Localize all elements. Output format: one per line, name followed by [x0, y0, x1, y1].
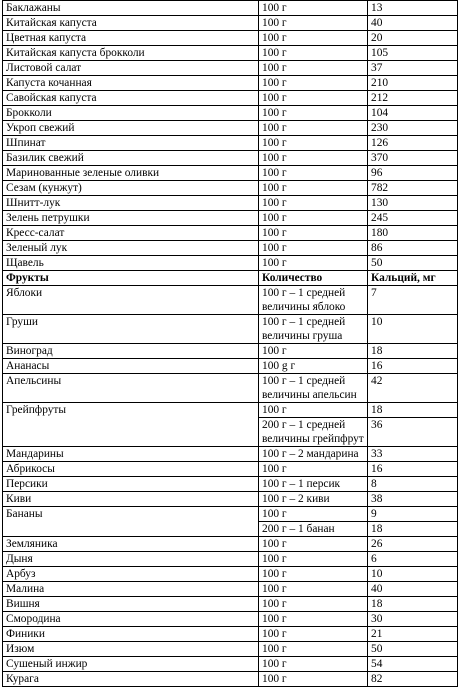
table-row — [3, 567, 458, 582]
quantity-cell: 100 г — [259, 196, 368, 211]
quantity-cell: 100 г — [259, 642, 368, 657]
product-name: Изюм — [3, 642, 259, 657]
product-name: Базилик свежий — [3, 151, 259, 166]
quantity-cell: 100 г – 1 средней величины груша — [259, 315, 368, 344]
quantity-cell: 100 г — [259, 61, 368, 76]
calcium-cell: 82 — [368, 672, 458, 687]
product-name: Зеленый лук — [3, 241, 259, 256]
quantity-cell: 100 г — [259, 211, 368, 226]
table-row — [3, 46, 458, 61]
product-name: Дыня — [3, 552, 259, 567]
quantity-cell: 100 г — [259, 567, 368, 582]
product-name: Листовой салат — [3, 61, 259, 76]
product-name: Малина — [3, 582, 259, 597]
calcium-cell: 8 — [368, 477, 458, 492]
product-name: Киви — [3, 492, 259, 507]
product-name: Персики — [3, 477, 259, 492]
table-row — [3, 582, 458, 597]
calcium-cell: 37 — [368, 61, 458, 76]
table-row — [3, 76, 458, 91]
quantity-cell: 100 г — [259, 582, 368, 597]
product-name: Виноград — [3, 344, 259, 359]
table-row — [3, 374, 458, 403]
calcium-cell: 18 — [368, 403, 458, 418]
table-row — [3, 181, 458, 196]
quantity-cell: 100 г – 1 средней величины яблоко — [259, 286, 368, 315]
product-name: Укроп свежий — [3, 121, 259, 136]
product-name: Китайская капуста — [3, 16, 259, 31]
table-row — [3, 627, 458, 642]
quantity-cell: 100 г — [259, 241, 368, 256]
calcium-cell: 40 — [368, 582, 458, 597]
table-row — [3, 91, 458, 106]
calcium-cell: 18 — [368, 344, 458, 359]
table-row — [3, 477, 458, 492]
quantity-cell: 100 г — [259, 403, 368, 418]
calcium-cell: 30 — [368, 612, 458, 627]
product-name: Шпинат — [3, 136, 259, 151]
quantity-cell: 100 г — [259, 612, 368, 627]
table-row — [3, 61, 458, 76]
calcium-cell: 782 — [368, 181, 458, 196]
table-row — [3, 462, 458, 477]
quantity-cell: 100 г — [259, 552, 368, 567]
quantity-cell: 100 г – 2 мандарина — [259, 447, 368, 462]
product-name: Абрикосы — [3, 462, 259, 477]
calcium-cell: 16 — [368, 462, 458, 477]
calcium-cell: 50 — [368, 256, 458, 271]
calcium-table — [2, 0, 458, 687]
calcium-cell: 18 — [368, 522, 458, 537]
table-row — [3, 672, 458, 687]
table-row — [3, 447, 458, 462]
product-name: Шнитт-лук — [3, 196, 259, 211]
quantity-cell: 100 г — [259, 672, 368, 687]
quantity-cell: 100 г — [259, 507, 368, 522]
quantity-cell: 200 г – 1 банан — [259, 522, 368, 537]
quantity-cell: 100 г — [259, 344, 368, 359]
calcium-cell: 104 — [368, 106, 458, 121]
calcium-cell: 38 — [368, 492, 458, 507]
quantity-cell: 100 г — [259, 597, 368, 612]
table-row — [3, 359, 458, 374]
product-name: Сезам (кунжут) — [3, 181, 259, 196]
fruits-heading: Фрукты — [3, 271, 259, 286]
quantity-cell: 100 г – 1 персик — [259, 477, 368, 492]
calcium-cell: 50 — [368, 642, 458, 657]
quantity-heading: Количество — [259, 271, 368, 286]
product-name: Баклажаны — [3, 1, 259, 16]
calcium-cell: 16 — [368, 359, 458, 374]
table-row — [3, 286, 458, 315]
calcium-cell: 18 — [368, 597, 458, 612]
calcium-cell: 126 — [368, 136, 458, 151]
product-name: Арбуз — [3, 567, 259, 582]
quantity-cell: 100 г — [259, 16, 368, 31]
calcium-cell: 26 — [368, 537, 458, 552]
calcium-cell: 245 — [368, 211, 458, 226]
quantity-cell: 100 г — [259, 121, 368, 136]
quantity-cell: 100 г — [259, 657, 368, 672]
table-row — [3, 612, 458, 627]
table-row — [3, 507, 458, 522]
table-row — [3, 136, 458, 151]
calcium-cell: 42 — [368, 374, 458, 403]
table-row — [3, 1, 458, 16]
calcium-cell: 130 — [368, 196, 458, 211]
quantity-cell: 200 г – 1 средней величины грейпфрут — [259, 418, 368, 447]
product-name: Маринованные зеленые оливки — [3, 166, 259, 181]
product-name: Китайская капуста брокколи — [3, 46, 259, 61]
table-row — [3, 537, 458, 552]
table-row — [3, 16, 458, 31]
table-row — [3, 166, 458, 181]
table-row — [3, 106, 458, 121]
quantity-cell: 100 г — [259, 46, 368, 61]
calcium-cell: 86 — [368, 241, 458, 256]
table-row — [3, 552, 458, 567]
calcium-cell: 105 — [368, 46, 458, 61]
table-row — [3, 657, 458, 672]
product-name: Ананасы — [3, 359, 259, 374]
product-name: Смородина — [3, 612, 259, 627]
table-row — [3, 226, 458, 241]
table-row — [3, 211, 458, 226]
table-row — [3, 121, 458, 136]
product-name: Груши — [3, 315, 259, 344]
quantity-cell: 100 г — [259, 136, 368, 151]
quantity-cell: 100 g г — [259, 359, 368, 374]
calcium-cell: 96 — [368, 166, 458, 181]
calcium-cell: 54 — [368, 657, 458, 672]
table-row — [3, 642, 458, 657]
quantity-cell: 100 г — [259, 91, 368, 106]
calcium-cell: 10 — [368, 567, 458, 582]
table-row — [3, 31, 458, 46]
product-name: Щавель — [3, 256, 259, 271]
calcium-cell: 13 — [368, 1, 458, 16]
calcium-cell: 212 — [368, 91, 458, 106]
calcium-cell: 21 — [368, 627, 458, 642]
quantity-cell: 100 г — [259, 31, 368, 46]
table-row — [3, 256, 458, 271]
product-name: Мандарины — [3, 447, 259, 462]
calcium-cell: 33 — [368, 447, 458, 462]
calcium-cell: 40 — [368, 16, 458, 31]
calcium-cell: 370 — [368, 151, 458, 166]
quantity-cell: 100 г – 1 средней величины апельсин — [259, 374, 368, 403]
table-row — [3, 151, 458, 166]
table-row — [3, 492, 458, 507]
calcium-cell: 6 — [368, 552, 458, 567]
table-row — [3, 315, 458, 344]
product-name: Брокколи — [3, 106, 259, 121]
calcium-cell: 9 — [368, 507, 458, 522]
fruits-header-row — [3, 271, 458, 286]
product-name: Вишня — [3, 597, 259, 612]
quantity-cell: 100 г — [259, 226, 368, 241]
calcium-heading: Кальций, мг — [368, 271, 458, 286]
product-name: Савойская капуста — [3, 91, 259, 106]
product-name: Бананы — [3, 507, 259, 537]
product-name: Курага — [3, 672, 259, 687]
quantity-cell: 100 г – 2 киви — [259, 492, 368, 507]
calcium-cell: 20 — [368, 31, 458, 46]
quantity-cell: 100 г — [259, 627, 368, 642]
product-name: Капуста кочанная — [3, 76, 259, 91]
product-name: Финики — [3, 627, 259, 642]
table-row — [3, 241, 458, 256]
calcium-cell: 36 — [368, 418, 458, 447]
calcium-cell: 7 — [368, 286, 458, 315]
quantity-cell: 100 г — [259, 181, 368, 196]
calcium-cell: 180 — [368, 226, 458, 241]
fruits-section — [3, 271, 458, 687]
table-row — [3, 403, 458, 418]
product-name: Яблоки — [3, 286, 259, 315]
quantity-cell: 100 г — [259, 166, 368, 181]
quantity-cell: 100 г — [259, 462, 368, 477]
quantity-cell: 100 г — [259, 256, 368, 271]
calcium-cell: 210 — [368, 76, 458, 91]
table-row — [3, 597, 458, 612]
quantity-cell: 100 г — [259, 537, 368, 552]
product-name: Зелень петрушки — [3, 211, 259, 226]
product-name: Сушеный инжир — [3, 657, 259, 672]
quantity-cell: 100 г — [259, 1, 368, 16]
table-row — [3, 196, 458, 211]
calcium-cell: 230 — [368, 121, 458, 136]
vegetables-section — [3, 1, 458, 271]
table-row — [3, 344, 458, 359]
product-name: Грейпфруты — [3, 403, 259, 447]
product-name: Цветная капуста — [3, 31, 259, 46]
quantity-cell: 100 г — [259, 76, 368, 91]
product-name: Кресс-салат — [3, 226, 259, 241]
quantity-cell: 100 г — [259, 106, 368, 121]
product-name: Земляника — [3, 537, 259, 552]
calcium-cell: 10 — [368, 315, 458, 344]
product-name: Апельсины — [3, 374, 259, 403]
quantity-cell: 100 г — [259, 151, 368, 166]
